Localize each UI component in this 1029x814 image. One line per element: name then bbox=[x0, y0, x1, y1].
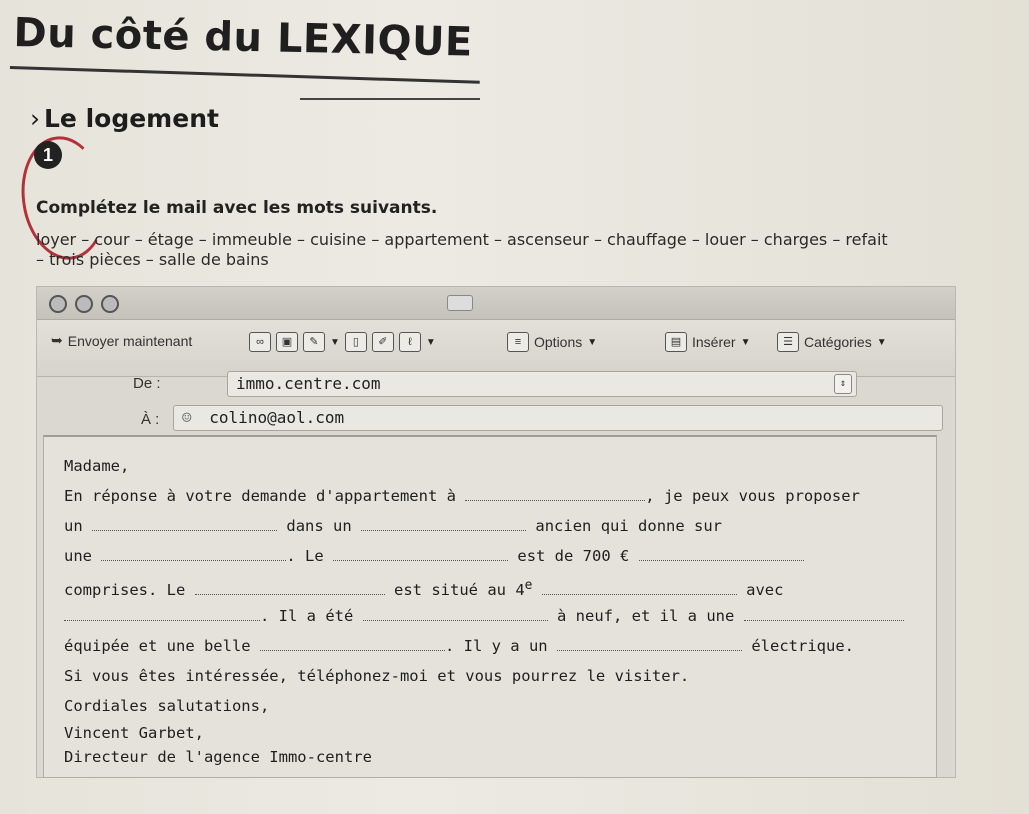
close-window-button[interactable] bbox=[49, 295, 67, 313]
options-label: Options bbox=[534, 334, 583, 350]
letter-text-segment: En réponse à votre demande d'appartement à bbox=[64, 487, 456, 505]
letter-line bbox=[64, 631, 924, 661]
letter-line bbox=[64, 601, 924, 631]
letter-text-segment: est de 700 € bbox=[517, 547, 630, 565]
greeting: Madame, bbox=[64, 457, 130, 475]
letter-line bbox=[64, 541, 924, 571]
mail-window bbox=[36, 286, 956, 778]
letter-text-superscript: e bbox=[524, 578, 533, 593]
from-value: immo.centre.com bbox=[236, 374, 381, 393]
mail-toolbar bbox=[37, 320, 955, 377]
letter-text-segment: ancien qui donne sur bbox=[535, 517, 723, 535]
blank-field[interactable] bbox=[465, 482, 645, 501]
picture-icon[interactable]: ▣ bbox=[276, 332, 298, 352]
options-icon: ≡ bbox=[507, 332, 529, 352]
minimize-window-button[interactable] bbox=[75, 295, 93, 313]
title-bar bbox=[37, 287, 955, 320]
to-value: colino@aol.com bbox=[209, 408, 345, 427]
categories-button[interactable] bbox=[777, 332, 887, 352]
blank-field[interactable] bbox=[639, 542, 804, 561]
zoom-window-button[interactable] bbox=[101, 295, 119, 313]
word-bank: loyer – cour – étage – immeuble – cuisine – appartement – ascenseur – chauffage – louer – charges – refait – trois pièces – salle de bains bbox=[36, 230, 888, 269]
chevron-down-icon[interactable]: ▼ bbox=[425, 336, 436, 348]
toolbar-toggle-button[interactable] bbox=[447, 295, 473, 311]
insert-icon: ▤ bbox=[665, 332, 687, 352]
categories-icon: ☰ bbox=[777, 332, 799, 352]
letter-text-segment: . Il y a un bbox=[444, 637, 548, 655]
chevron-down-icon: ▼ bbox=[587, 336, 598, 348]
exercise-instruction: Complétez le mail avec les mots suivants. bbox=[36, 198, 438, 218]
letter-text-segment: . Il a été bbox=[260, 607, 354, 625]
letter-text-segment: à neuf, et il a une bbox=[557, 607, 735, 625]
chevron-down-icon: ▼ bbox=[876, 336, 887, 348]
chevron-down-icon: ▼ bbox=[740, 336, 751, 348]
letter-line bbox=[64, 511, 924, 541]
letter-text-segment: , je peux vous proposer bbox=[645, 487, 860, 505]
from-label: De : bbox=[133, 375, 161, 392]
blank-field[interactable] bbox=[101, 542, 286, 561]
letter-text bbox=[64, 451, 924, 769]
closing: Cordiales salutations, bbox=[64, 697, 270, 715]
section-heading bbox=[30, 104, 219, 133]
categories-label: Catégories bbox=[804, 334, 872, 350]
from-field[interactable] bbox=[227, 371, 857, 397]
insert-button[interactable] bbox=[665, 332, 750, 352]
format-icon[interactable]: ℓ bbox=[399, 332, 421, 352]
letter-text-segment: dans un bbox=[286, 517, 352, 535]
insert-label: Insérer bbox=[692, 334, 736, 350]
exercise-number: 1 bbox=[34, 141, 62, 169]
blank-field[interactable] bbox=[195, 576, 385, 595]
letter-text-segment: avec bbox=[746, 581, 784, 600]
letter-text-segment: une bbox=[64, 547, 92, 565]
letter-text-segment: électrique. bbox=[751, 637, 854, 655]
send-now-label: Envoyer maintenant bbox=[67, 332, 193, 349]
letter-line: Si vous êtes intéressée, téléphonez-moi et vous pourrez le visiter. bbox=[64, 667, 690, 685]
blank-field[interactable] bbox=[557, 632, 742, 651]
page-title: Du côté du LEXIQUE bbox=[13, 10, 474, 66]
to-field[interactable] bbox=[173, 405, 943, 431]
blank-field[interactable] bbox=[64, 602, 260, 621]
blank-field[interactable] bbox=[542, 576, 737, 595]
title-underline-short bbox=[300, 98, 480, 100]
options-button[interactable] bbox=[507, 332, 597, 352]
letter-text-segment: comprises. Le bbox=[64, 581, 186, 600]
title-underline bbox=[10, 66, 480, 84]
send-icon: ➥ bbox=[51, 332, 63, 348]
letter-line bbox=[64, 571, 924, 601]
letter-line bbox=[64, 481, 924, 511]
chevron-down-icon[interactable]: ▼ bbox=[330, 336, 340, 348]
account-selector-icon[interactable]: ⇕ bbox=[834, 374, 852, 394]
mail-body[interactable] bbox=[43, 435, 937, 778]
blank-field[interactable] bbox=[361, 512, 526, 531]
section-title: Le logement bbox=[44, 104, 219, 133]
letter-text-segment: est situé au 4 bbox=[394, 581, 525, 600]
signature-name: Vincent Garbet, bbox=[64, 724, 204, 742]
contact-icon: ☺ bbox=[182, 408, 192, 427]
to-label: À : bbox=[141, 411, 160, 428]
trash-icon[interactable]: ▯ bbox=[345, 332, 367, 352]
signature-title: Directeur de l'agence Immo-centre bbox=[64, 748, 372, 766]
letter-text-segment: . Le bbox=[286, 547, 324, 565]
letter-text-segment: équipée et une belle bbox=[64, 637, 251, 655]
blank-field[interactable] bbox=[363, 602, 548, 621]
blank-field[interactable] bbox=[92, 512, 277, 531]
send-now-button[interactable] bbox=[51, 332, 192, 349]
chevron-right-icon: › bbox=[30, 104, 40, 133]
pen-icon[interactable]: ✐ bbox=[372, 332, 394, 352]
blank-field[interactable] bbox=[260, 632, 445, 651]
attachment-toolbar-group bbox=[249, 332, 436, 352]
attach-icon[interactable]: ∞ bbox=[249, 332, 271, 352]
blank-field[interactable] bbox=[744, 602, 904, 621]
letter-text-segment: un bbox=[64, 517, 83, 535]
blank-field[interactable] bbox=[333, 542, 508, 561]
signature-icon[interactable]: ✎ bbox=[303, 332, 325, 352]
